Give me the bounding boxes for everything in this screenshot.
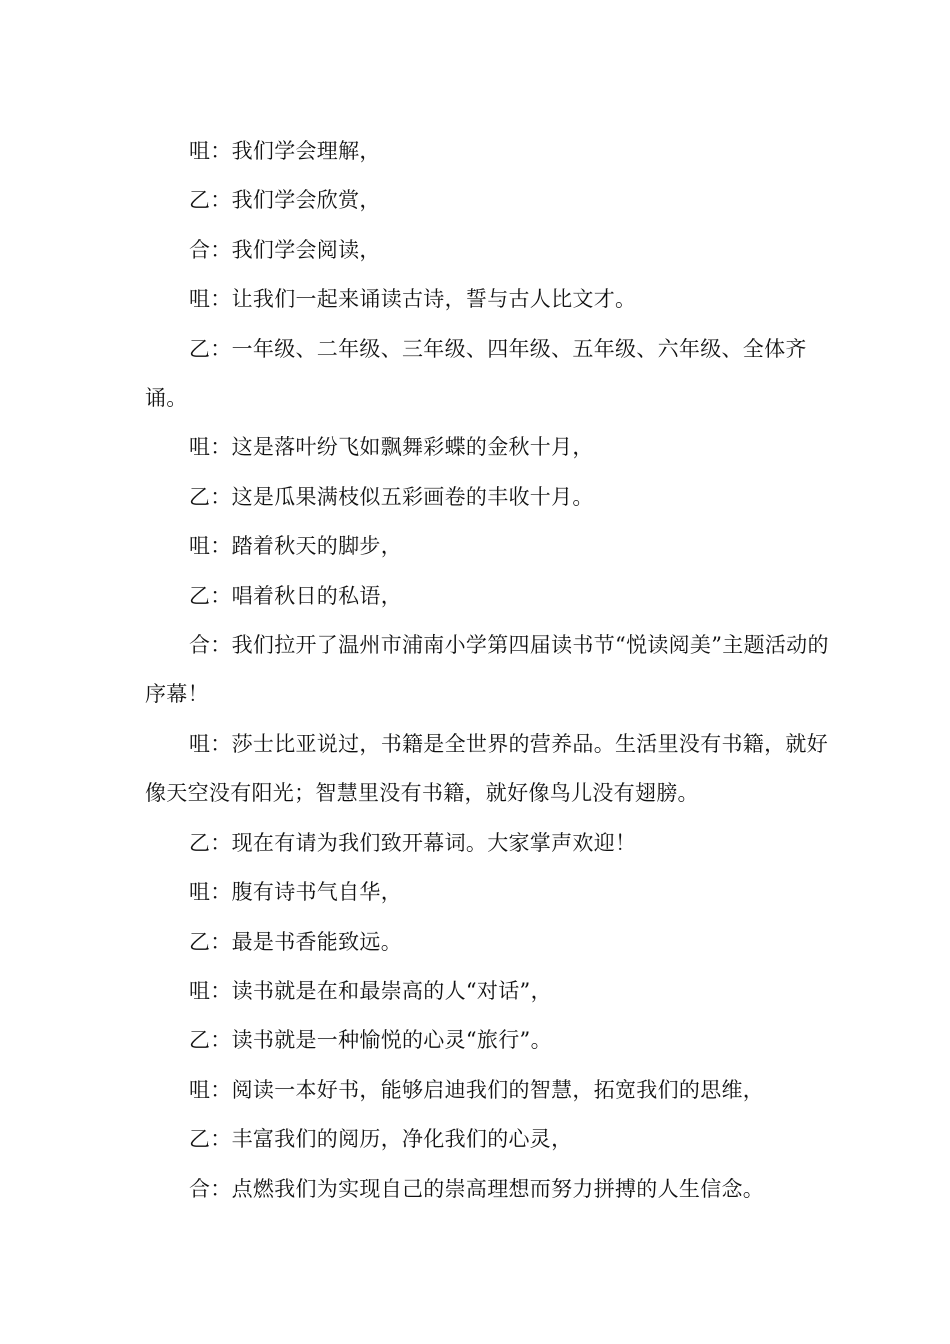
dialogue-line: 乙：读书就是一种愉悦的心灵“旅行”。 <box>189 1028 552 1053</box>
document-body <box>145 127 835 1214</box>
dialogue-line: 咀：我们学会理解， <box>189 139 381 163</box>
dialogue-line: 咀：腹有诗书气自华， <box>189 880 402 905</box>
dialogue-line: 咀：莎士比亚说过，书籍是全世界的营养品。生活里没有书籍，就好像天空没有阳光；智慧里没有书籍，就好像鸟儿没有翅膀。 <box>145 731 828 806</box>
dialogue-line: 乙：最是书香能致远。 <box>189 929 402 954</box>
dialogue-line: 合：我们学会阅读， <box>189 237 381 262</box>
dialogue-line: 乙：这是瓜果满枝似五彩画卷的丰收十月。 <box>189 484 594 509</box>
dialogue-line: 乙：唱着秋日的私语， <box>189 583 402 608</box>
dialogue-line: 咀：让我们一起来诵读古诗，誓与古人比文才。 <box>189 287 637 312</box>
dialogue-line: 合：我们拉开了温州市浦南小学第四届读书节“悦读阅美”主题活动的序幕！ <box>145 633 829 707</box>
dialogue-line: 咀：阅读一本好书，能够启迪我们的智慧，拓宽我们的思维， <box>189 1077 765 1102</box>
dialogue-line: 咀：读书就是在和最崇高的人“对话”， <box>189 978 552 1003</box>
dialogue-line: 咀：这是落叶纷飞如飘舞彩蝶的金秋十月， <box>189 435 594 460</box>
dialogue-line: 乙：丰富我们的阅历，净化我们的心灵， <box>189 1127 573 1152</box>
dialogue-line: 乙：现在有请为我们致开幕词。大家掌声欢迎！ <box>189 830 637 855</box>
dialogue-line: 乙：我们学会欣赏， <box>189 188 381 213</box>
dialogue-line: 合：点燃我们为实现自己的崇高理想而努力拼搏的人生信念。 <box>189 1176 765 1201</box>
dialogue-line: 乙：一年级、二年级、三年级、四年级、五年级、六年级、全体齐诵。 <box>145 336 807 411</box>
dialogue-line: 咀：踏着秋天的脚步， <box>189 534 402 559</box>
